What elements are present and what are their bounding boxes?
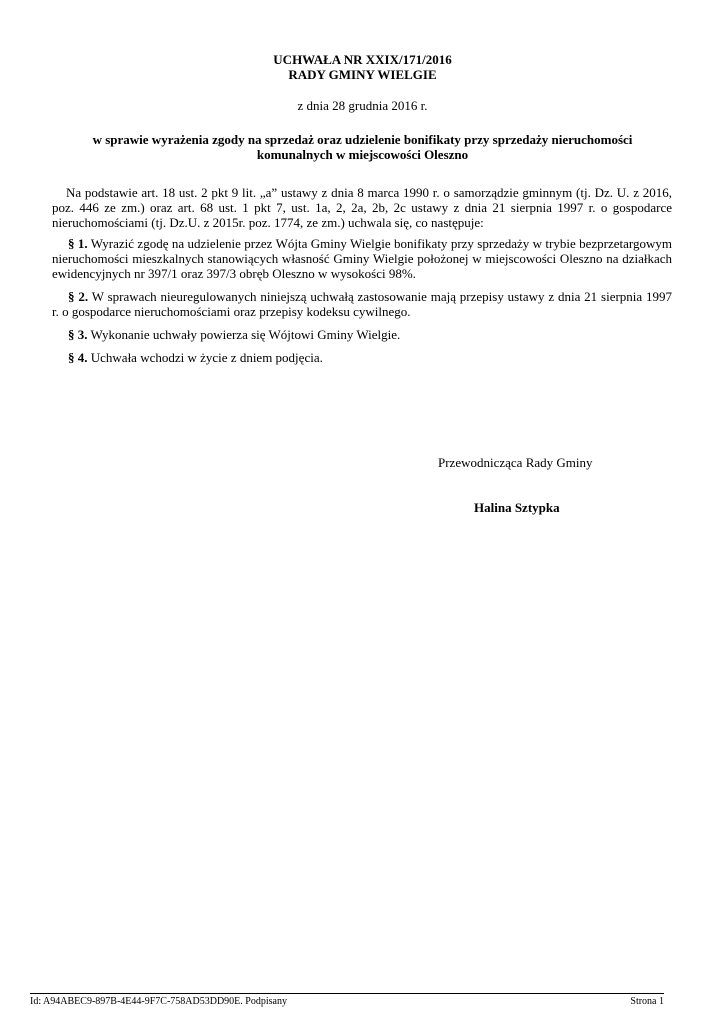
paragraph-3 <box>52 327 672 342</box>
document-id: Id: A94ABEC9-897B-4E44-9F7C-758AD53DD90E. Podpisany <box>30 996 287 1007</box>
paragraph-number: § 2. <box>68 289 89 304</box>
title-line-1: UCHWAŁA NR XXIX/171/2016 <box>273 52 452 67</box>
footer-divider <box>30 993 664 994</box>
paragraph-text: Wykonanie uchwały powierza się Wójtowi Gminy Wielgie. <box>90 327 401 342</box>
page-number: Strona 1 <box>630 996 664 1007</box>
paragraph-number: § 1. <box>68 236 88 251</box>
paragraph-text: W sprawach nieuregulowanych niniejszą uchwałą zastosowanie mają przepisy ustawy z dnia 21 sierpnia 1997 r. o gospodarce nieruchomościami oraz przepisy kodeksu cywilnego. <box>52 289 673 319</box>
subject-line-2: komunalnych w miejscowości Oleszno <box>256 147 469 162</box>
paragraph-1 <box>52 236 672 281</box>
subject-line-1: w sprawie wyrażenia zgody na sprzedaż oraz udzielenie bonifikaty przy sprzedaży nieruchomości <box>92 132 633 147</box>
resolution-subject <box>0 132 725 162</box>
paragraph-number: § 3. <box>68 327 88 342</box>
resolution-title <box>0 52 725 82</box>
resolution-body <box>52 185 672 373</box>
preamble: Na podstawie art. 18 ust. 2 pkt 9 lit. „a” ustawy z dnia 8 marca 1990 r. o samorządzie gminnym (tj. Dz. U. z 2016, poz. 446 ze zm.) oraz art. 68 ust. 1 pkt 7, ust. 1a, 2, 2a, 2b, 2c ustawy z dnia 21 sierpnia 1997 r. o gospodarce nieruchomościami (tj. Dz.U. z 2015r. poz. 1774, ze zm.) uchwala się, co następuje: <box>52 185 672 230</box>
resolution-date: z dnia 28 grudnia 2016 r. <box>297 98 428 113</box>
paragraph-2 <box>52 289 672 319</box>
paragraph-text: Wyrazić zgodę na udzielenie przez Wójta Gminy Wielgie bonifikaty przy sprzedaży w trybie bezprzetargowym nieruchomości mieszkalnych stanowiących własność Gminy Wielgie położonej w miejscowości Oleszno na działkach ewidencyjnych nr 397/1 oraz 397/3 obręb Oleszno w wysokości 98%. <box>52 236 673 281</box>
paragraph-number: § 4. <box>68 350 88 365</box>
signatory-name: Halina Sztypka <box>474 500 560 515</box>
title-line-2: RADY GMINY WIELGIE <box>288 67 437 82</box>
paragraph-4 <box>52 350 672 365</box>
signatory-role: Przewodnicząca Rady Gminy <box>438 455 593 470</box>
paragraph-text: Uchwała wchodzi w życie z dniem podjęcia. <box>90 350 323 365</box>
